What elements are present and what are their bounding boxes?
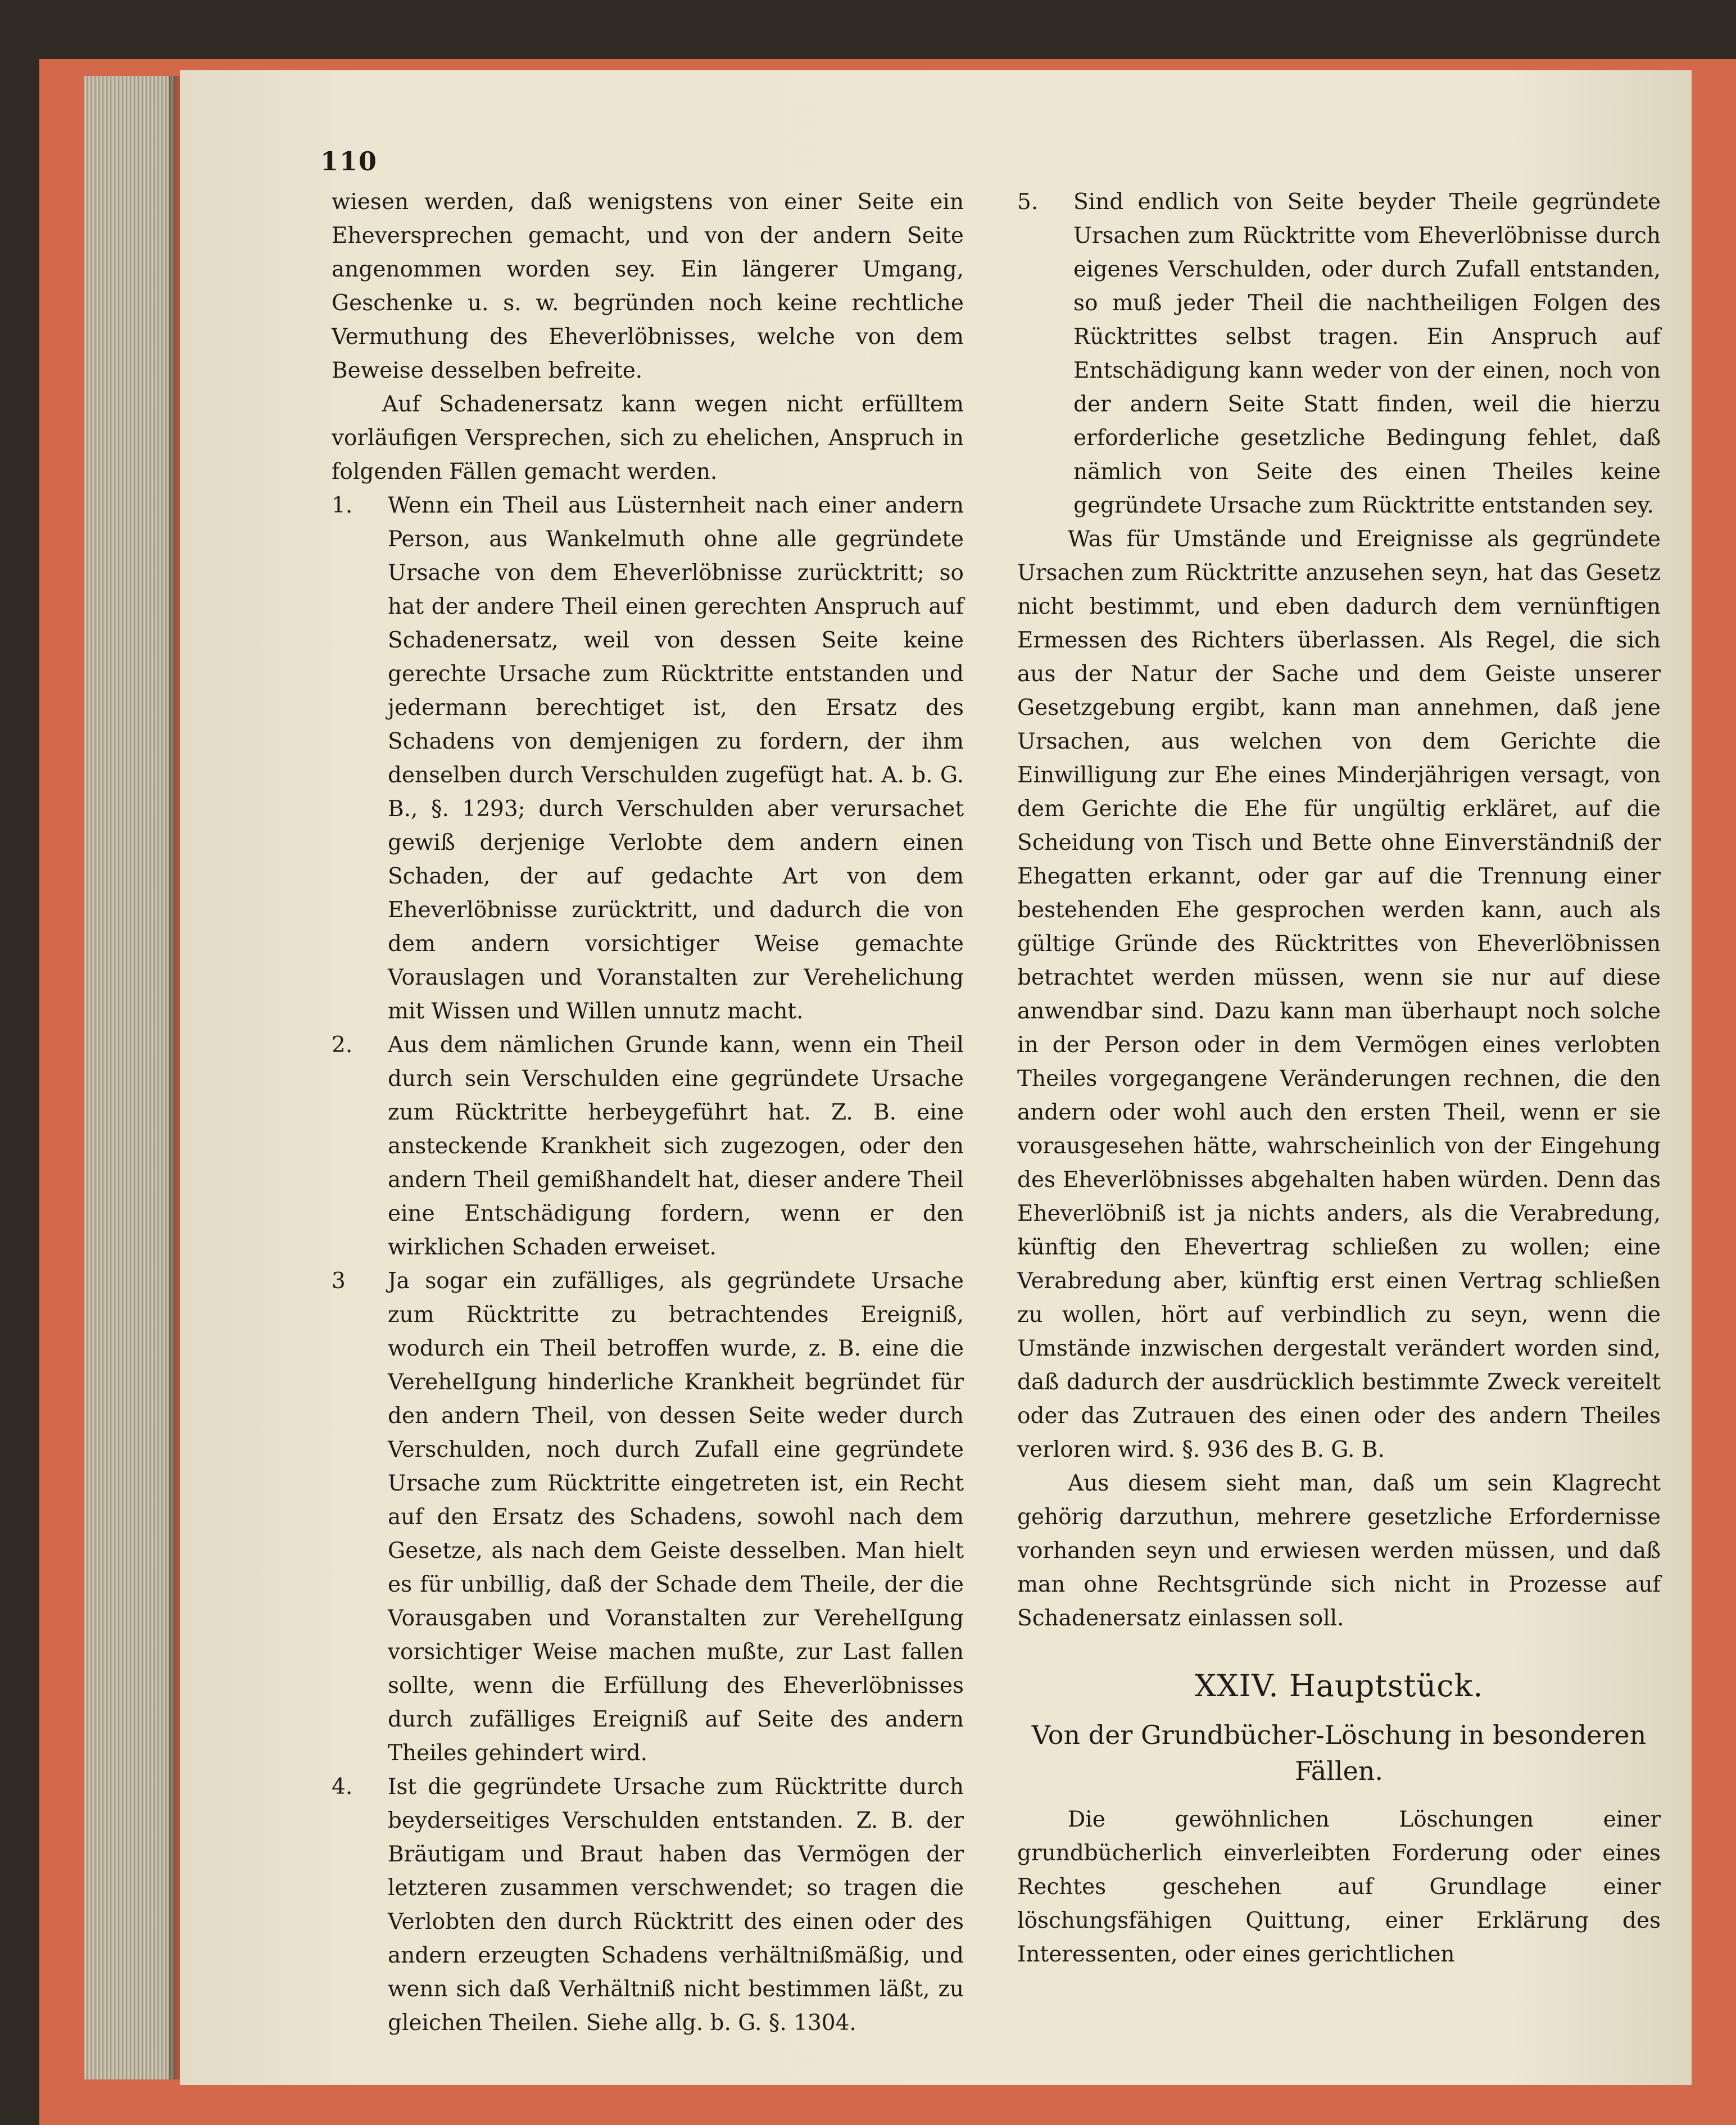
item-text: Aus dem nämlichen Grunde kann, wenn ein Theil durch sein Verschulden eine gegründete Ursache zum Rücktritte herbeygeführt hat. Z. B. eine ansteckende Krankheit sich zugezogen, oder den andern Theil gemißhandelt hat, dieser andere Theil eine Entschädigung fordern, wenn er den wirklichen Schaden erweiset.: [388, 1032, 964, 1260]
intro-paragraph: wiesen werden, daß wenigstens von einer Seite ein Eheversprechen gemacht, und von der andern Seite angenommen worden sey. Ein längerer Umgang, Geschenke u. s. w. begründen noch keine rechtliche Vermuthung des Eheverlöbnisses, welche von dem Beweise desselben befreite.: [332, 189, 964, 383]
item-text: Ja sogar ein zufälliges, als gegründete Ursache zum Rücktritte zu betrachtendes Ereigniß, wodurch ein Theil betroffen wurde, z. B. eine die VerehelIgung hinderliche Krankheit begründet für den andern Theil, von dessen Seite weder durch Verschulden, noch durch Zufall eine gegründete Ursache zum Rücktritte eingetreten ist, ein Recht auf den Ersatz des Schadens, sowohl nach dem Gesetze, als nach dem Geiste desselben. Man hielt es für unbillig, daß der Schade dem Theile, der die Vorausgaben und Voranstalten zur VerehelIgung vorsichtiger Weise machen mußte, zur Last fallen sollte, wenn die Erfüllung des Eheverlöbnisses durch zufälliges Ereigniß auf Seite des andern Theiles gehindert wird.: [388, 1268, 964, 1766]
right-column: [1017, 185, 1661, 1972]
list-item: [332, 1265, 964, 1770]
page-number: 110: [320, 146, 378, 176]
chapter-subtitle: Von der Grundbücher-Löschung in besonderen Fällen.: [1031, 1720, 1647, 1786]
body-paragraph: Aus diesem sieht man, daß um sein Klagrecht gehörig darzuthun, mehrere gesetzliche Erfordernisse vorhanden seyn und erwiesen werden müssen, und daß man ohne Rechtsgründe sich nicht in Prozesse auf Schadenersatz einlassen soll.: [1017, 1471, 1661, 1631]
list-item: [332, 489, 964, 1028]
item-number: 5.: [1017, 189, 1039, 215]
item-number: 1.: [332, 493, 353, 518]
item-number: 4.: [332, 1774, 353, 1800]
item-text: Wenn ein Theil aus Lüsternheit nach einer andern Person, aus Wankelmuth ohne alle gegründete Ursache von dem Eheverlöbnisse zurücktritt; so hat der andere Theil einen gerechten Anspruch auf Schadenersatz, weil von dessen Seite keine gerechte Ursache zum Rücktritte entstanden und jedermann berechtiget ist, den Ersatz des Schadens von demjenigen zu fordern, der ihm denselben durch Verschulden zugefügt hat. A. b. G. B., §. 1293; durch Verschulden aber verursachet gewiß derjenige Verlobte dem andern einen Schaden, der auf gedachte Art von dem Eheverlöbnisse zurücktritt, und dadurch die von dem andern vorsichtiger Weise gemachte Vorauslagen und Voranstalten zur Verehelichung mit Wissen und Willen unnutz macht.: [388, 493, 964, 1024]
item-number: 2.: [332, 1032, 353, 1058]
item-text: Sind endlich von Seite beyder Theile gegründete Ursachen zum Rücktritte vom Eheverlöbnisse durch eigenes Verschulden, oder durch Zufall entstanden, so muß jeder Theil die nachtheiligen Folgen des Rücktrittes selbst tragen. Ein Anspruch auf Entschädigung kann weder von der einen, noch von der andern Seite Statt finden, weil die hierzu erforderliche gesetzliche Bedingung fehlet, daß nämlich von Seite des einen Theiles keine gegründete Ursache zum Rücktritte entstanden sey.: [1073, 189, 1661, 518]
item-text: Ist die gegründete Ursache zum Rücktritte durch beyderseitiges Verschulden entstanden. Z. B. der Bräutigam und Braut haben das Vermögen der letzteren zusammen verschwendet; so tragen die Verlobten den durch Rücktritt des einen oder des andern erzeugten Schadens verhältnißmäßig, und wenn sich daß Verhältniß nicht bestimmen läßt, zu gleichen Theilen. Siehe allg. b. G. §. 1304.: [388, 1774, 964, 2036]
left-column: [332, 185, 964, 2040]
book-page: [180, 70, 1692, 2085]
body-paragraph: Was für Umstände und Ereignisse als gegründete Ursachen zum Rücktritte anzusehen seyn, hat das Gesetz nicht bestimmt, und eben dadurch dem vernünftigen Ermessen des Richters überlassen. Als Regel, die sich aus der Natur der Sache und dem Geiste unserer Gesetzgebung ergibt, kann man annehmen, daß jene Ursachen, aus welchen von dem Gerichte die Einwilligung zur Ehe eines Minderjährigen versagt, von dem Gerichte die Ehe für ungültig erkläret, auf die Scheidung von Tisch und Bette ohne Einverständniß der Ehegatten erkannt, oder gar auf die Trennung einer bestehenden Ehe gesprochen werden kann, auch als gültige Gründe des Rücktrittes von Eheverlöbnissen betrachtet werden müssen, wenn sie nur auf diese anwendbar sind. Dazu kann man überhaupt noch solche in der Person oder in dem Vermögen eines verlobten Theiles vorgegangene Veränderungen rechnen, die den andern oder wohl auch den ersten Theil, wenn er sie vorausgesehen hätte, wahrscheinlich von der Eingehung des Eheverlöbnisses abgehalten haben würden. Denn das Eheverlöbniß ist ja nichts anders, als die Verabredung, künftig den Ehevertrag schließen zu wollen; eine Verabredung aber, künftig erst einen Vertrag schließen zu wollen, hört auf verbindlich zu seyn, wenn die Umstände inzwischen dergestalt verändert worden sind, daß dadurch der ausdrücklich bestimmte Zweck vereitelt oder das Zutrauen des einen oder des andern Theiles verloren wird. §. 936 des B. G. B.: [1017, 527, 1661, 1462]
body-paragraph: Die gewöhnlichen Löschungen einer grundbücherlich einverleibten Forderung oder eines Rechtes geschehen auf Grundlage einer löschungsfähigen Quittung, einer Erklärung des Interessenten, oder eines gerichtlichen: [1017, 1807, 1661, 1967]
page-edges: [84, 76, 174, 2079]
item-number: 3: [332, 1268, 346, 1294]
list-item: [332, 1770, 964, 2040]
chapter-title: XXIV. Hauptstück.: [1194, 1668, 1484, 1703]
lead-paragraph: Auf Schadenersatz kann wegen nicht erfülltem vorläufigen Versprechen, sich zu ehelichen, Anspruch in folgenden Fällen gemacht werden.: [332, 392, 964, 484]
list-item: [332, 1028, 964, 1265]
list-item: [1017, 185, 1661, 523]
